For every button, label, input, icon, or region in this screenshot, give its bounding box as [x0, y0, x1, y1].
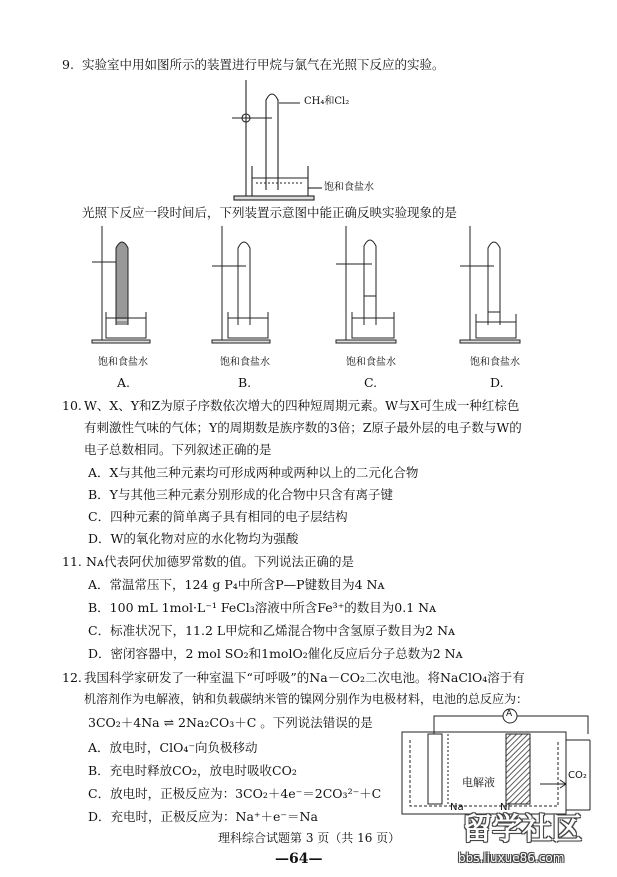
q9-option-a-label: 饱和食盐水 [98, 357, 148, 368]
q10-stem-line-3: 电子总数相同。下列叙述正确的是 [84, 442, 272, 457]
q12-equation: 3CO₂＋4Na ⇌ 2Na₂CO₃＋C 。下列说法错误的是 [88, 715, 373, 730]
q9-number: 9. [62, 57, 74, 72]
electrolyte-label: 电解液 [462, 776, 495, 789]
q12-option-a: A．放电时，ClO₄⁻向负极移动 [88, 740, 258, 755]
q9-option-b-label: 饱和食盐水 [220, 357, 270, 368]
q10-option-d: D．W的氧化物对应的水化物均为强酸 [88, 531, 299, 546]
q9-option-d: D. [490, 375, 504, 390]
q10-option-b: B．Y与其他三种元素分别形成的化合物中只含有离子键 [88, 487, 393, 502]
q12-stem-line-1: 我国科学家研发了一种室温下“可呼吸”的Na－CO₂二次电池。将NaClO₄溶于有 [84, 670, 525, 685]
q9-stem: 实验室中用如图所示的装置进行甲烷与氯气在光照下反应的实验。 [82, 57, 445, 72]
q9-gas-label: CH₄和Cl₂ [304, 96, 350, 107]
q9-option-a: A. [117, 375, 131, 390]
q11-number: 11. [62, 554, 82, 569]
q10-option-a: A．X与其他三种元素均可形成两种或两种以上的二元化合物 [88, 465, 419, 480]
q9-prompt: 光照下反应一段时间后，下列装置示意图中能正确反映实验现象的是 [82, 205, 458, 220]
na-electrode-label: Na [450, 802, 464, 813]
q10-stem-line-1: W、X、Y和Z为原子序数依次增大的四种短周期元素。W与X可生成一种红棕色 [84, 398, 520, 413]
q12-stem-line-2: 机溶剂作为电解液，钠和负载碳纳米管的镍网分别作为电极材料，电池的总反应为： [84, 692, 529, 706]
ammeter-label: A [506, 709, 513, 719]
q9-water-label: 饱和食盐水 [324, 182, 374, 193]
q11-stem: Nᴀ代表阿伏加德罗常数的值。下列说法正确的是 [86, 554, 355, 569]
q10-stem-line-2: 有刺激性气味的气体；Y的周期数是族序数的3倍；Z原子最外层的电子数与W的 [84, 420, 522, 435]
q11-option-c: C．标准状况下，11.2 L甲烷和乙烯混合物中含氢原子数目为2 Nᴀ [88, 623, 456, 638]
page-footer-text: 理科综合试题第 3 页（共 16 页） [218, 831, 401, 845]
watermark-url: bbs.liuxue86.com [458, 851, 565, 865]
q9-option-c: C. [364, 375, 378, 390]
q11-option-b: B．100 mL 1mol·L⁻¹ FeCl₃溶液中所含Fe³⁺的数目为0.1 Nᴀ [88, 600, 437, 615]
q11-option-d: D．密闭容器中，2 mol SO₂和1molO₂催化反应后分子总数为2 Nᴀ [88, 646, 463, 661]
page-number: —64— [275, 851, 323, 867]
q10-number: 10. [62, 398, 82, 413]
q12-option-c: C．放电时，正极反应为：3CO₂＋4e⁻＝2CO₃²⁻＋C [88, 786, 382, 801]
q9-option-c-label: 饱和食盐水 [346, 357, 396, 368]
co2-label: CO₂ [568, 770, 587, 781]
q10-option-c: C．四种元素的简单离子具有相同的电子层结构 [88, 509, 348, 524]
q12-number: 12. [62, 670, 82, 685]
q9-option-b: B. [238, 375, 252, 390]
watermark-brand: 留学社区 [462, 812, 582, 847]
q9-option-d-label: 饱和食盐水 [470, 357, 520, 368]
ni-electrode-label: Ni [500, 802, 511, 813]
q12-option-b: B．充电时释放CO₂，放电时吸收CO₂ [88, 763, 297, 778]
q12-option-d: D．充电时，正极反应为：Na⁺＋e⁻＝Na [88, 809, 318, 824]
q11-option-a: A．常温常压下，124 g P₄中所含P—P键数目为4 Nᴀ [88, 577, 385, 592]
